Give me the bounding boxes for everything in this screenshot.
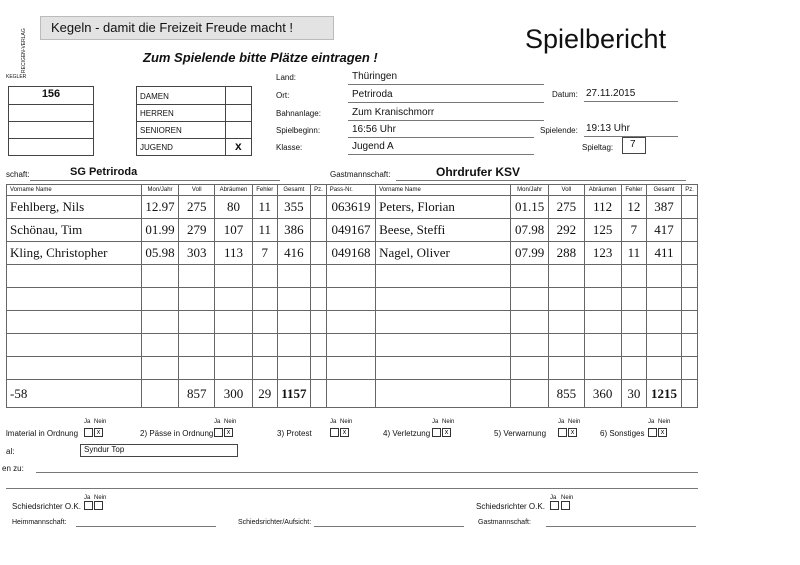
home-cell bbox=[179, 334, 215, 357]
home-cell bbox=[277, 265, 310, 288]
table-row bbox=[7, 242, 698, 265]
totals-row bbox=[7, 380, 698, 408]
header-cell: Pass-Nr. bbox=[326, 185, 375, 196]
guest-cell bbox=[646, 357, 681, 380]
home-cell: 303 bbox=[179, 242, 215, 265]
home-cell bbox=[311, 265, 327, 288]
sr-right-ja-box[interactable] bbox=[550, 501, 559, 510]
home-total-cell: 1157 bbox=[277, 380, 310, 408]
report-number: 156 bbox=[41, 88, 61, 100]
guest-cell: 288 bbox=[549, 242, 584, 265]
home-cell bbox=[215, 265, 252, 288]
table-row bbox=[7, 265, 698, 288]
check-nein-box[interactable]: x bbox=[340, 428, 349, 437]
guest-cell: 049168 bbox=[326, 242, 375, 265]
home-cell bbox=[277, 357, 310, 380]
header-cell: Voll bbox=[179, 185, 215, 196]
guest-total-cell bbox=[326, 380, 375, 408]
category-senioren: SENIOREN bbox=[140, 126, 182, 135]
check-ja-caption: Ja bbox=[432, 419, 439, 425]
table-row bbox=[7, 334, 698, 357]
guest-cell bbox=[326, 311, 375, 334]
home-total-cell bbox=[141, 380, 178, 408]
guest-cell bbox=[621, 334, 646, 357]
header-cell: Vorname Name bbox=[376, 185, 511, 196]
home-cell: 355 bbox=[277, 196, 310, 219]
sr-right-nein: Nein bbox=[561, 495, 574, 501]
side-text: RECIGEN-VERLAG bbox=[21, 28, 27, 73]
guest-cell bbox=[326, 334, 375, 357]
header-cell: Gesamt bbox=[277, 185, 310, 196]
guest-cell bbox=[549, 265, 584, 288]
home-total-cell: 857 bbox=[179, 380, 215, 408]
home-cell: Schönau, Tim bbox=[7, 219, 142, 242]
guest-cell bbox=[646, 311, 681, 334]
instruction: Zum Spielende bitte Plätze eintragen ! bbox=[143, 50, 378, 65]
check-nein-caption: Nein bbox=[340, 419, 353, 425]
sr-left-ja: Ja bbox=[84, 495, 91, 501]
guest-cell: 07.99 bbox=[511, 242, 549, 265]
guest-cell bbox=[682, 265, 698, 288]
home-team-name: SG Petriroda bbox=[70, 166, 138, 178]
home-total-cell bbox=[311, 380, 327, 408]
al-label: al: bbox=[6, 447, 15, 456]
header-cell: Abräumen bbox=[215, 185, 252, 196]
guest-total-cell: 855 bbox=[549, 380, 584, 408]
guest-cell bbox=[511, 265, 549, 288]
check-nein-caption: Nein bbox=[442, 419, 455, 425]
spieltag-label: Spieltag: bbox=[582, 143, 614, 152]
home-cell: 11 bbox=[252, 196, 277, 219]
home-cell: 11 bbox=[252, 219, 277, 242]
home-cell: 12.97 bbox=[141, 196, 178, 219]
home-cell bbox=[7, 357, 142, 380]
check-nein-box[interactable]: x bbox=[224, 428, 233, 437]
home-total-cell: -58 bbox=[7, 380, 142, 408]
table-header-row bbox=[7, 185, 698, 196]
home-cell bbox=[215, 288, 252, 311]
guest-cell: Beese, Steffi bbox=[376, 219, 511, 242]
side-vertical-text bbox=[21, 13, 27, 73]
guest-cell bbox=[682, 357, 698, 380]
guest-cell bbox=[646, 265, 681, 288]
guest-cell: 7 bbox=[621, 219, 646, 242]
home-cell bbox=[252, 265, 277, 288]
home-cell bbox=[311, 242, 327, 265]
guest-cell: Nagel, Oliver bbox=[376, 242, 511, 265]
check-label: 3) Protest bbox=[277, 429, 312, 438]
guest-cell bbox=[549, 311, 584, 334]
check-nein-caption: Nein bbox=[94, 419, 107, 425]
header-cell: Abräumen bbox=[584, 185, 621, 196]
sr-right-ja: Ja bbox=[550, 495, 557, 501]
ende-value: 19:13 Uhr bbox=[586, 123, 630, 134]
home-cell bbox=[277, 311, 310, 334]
guest-total-cell bbox=[376, 380, 511, 408]
land-label: Land: bbox=[276, 73, 297, 82]
guest-cell bbox=[549, 288, 584, 311]
category-jugend: JUGEND bbox=[140, 143, 173, 152]
guest-cell: 049167 bbox=[326, 219, 375, 242]
guest-cell bbox=[376, 334, 511, 357]
guest-cell bbox=[376, 357, 511, 380]
guest-total-cell bbox=[511, 380, 549, 408]
check-ja-caption: Ja bbox=[558, 419, 565, 425]
category-jugend-mark: x bbox=[235, 139, 242, 153]
guest-cell bbox=[584, 311, 621, 334]
home-cell bbox=[252, 357, 277, 380]
sr-left-nein: Nein bbox=[94, 495, 107, 501]
home-cell bbox=[311, 196, 327, 219]
sr-left-nein-box[interactable] bbox=[94, 501, 103, 510]
header-cell: Vorname Name bbox=[7, 185, 142, 196]
guest-total-cell: 30 bbox=[621, 380, 646, 408]
home-total-cell: 29 bbox=[252, 380, 277, 408]
home-cell bbox=[311, 357, 327, 380]
home-cell bbox=[141, 334, 178, 357]
guest-cell bbox=[376, 288, 511, 311]
home-cell bbox=[252, 288, 277, 311]
datum-label: Datum: bbox=[552, 90, 578, 99]
home-cell: 80 bbox=[215, 196, 252, 219]
guest-total-cell bbox=[682, 380, 698, 408]
guest-cell bbox=[621, 311, 646, 334]
home-cell bbox=[7, 265, 142, 288]
guest-cell bbox=[511, 357, 549, 380]
guest-total-cell: 1215 bbox=[646, 380, 681, 408]
guest-cell bbox=[584, 265, 621, 288]
header-cell: Pz. bbox=[311, 185, 327, 196]
header-cell: Fehler bbox=[252, 185, 277, 196]
check-label: 4) Verletzung bbox=[383, 429, 431, 438]
table-row bbox=[7, 219, 698, 242]
guest-cell: 417 bbox=[646, 219, 681, 242]
home-cell: 275 bbox=[179, 196, 215, 219]
home-cell bbox=[215, 357, 252, 380]
guest-cell bbox=[682, 219, 698, 242]
players-table-body bbox=[7, 185, 698, 408]
check-nein-box[interactable]: x bbox=[568, 428, 577, 437]
guest-cell: Peters, Florian bbox=[376, 196, 511, 219]
home-cell bbox=[252, 334, 277, 357]
ende-label: Spielende: bbox=[540, 126, 578, 135]
players-table bbox=[6, 184, 698, 408]
header-cell: Mon/Jahr bbox=[141, 185, 178, 196]
home-cell bbox=[179, 311, 215, 334]
guest-cell: 01.15 bbox=[511, 196, 549, 219]
header-cell: Mon/Jahr bbox=[511, 185, 549, 196]
check-label: 6) Sonstiges bbox=[600, 429, 645, 438]
guest-cell bbox=[549, 334, 584, 357]
guest-cell: 07.98 bbox=[511, 219, 549, 242]
home-cell bbox=[311, 334, 327, 357]
check-label: 2) Pässe in Ordnung bbox=[140, 429, 214, 438]
category-box bbox=[136, 86, 252, 156]
home-cell: Kling, Christopher bbox=[7, 242, 142, 265]
category-damen: DAMEN bbox=[140, 92, 169, 101]
home-cell bbox=[277, 288, 310, 311]
side-vertical-text-2: KEGLER bbox=[6, 74, 27, 80]
spieltag-box bbox=[622, 137, 646, 154]
category-herren: HERREN bbox=[140, 109, 174, 118]
page-title: Spielbericht bbox=[525, 24, 667, 54]
sr-right-nein-box[interactable] bbox=[561, 501, 570, 510]
guest-cell bbox=[511, 288, 549, 311]
home-cell bbox=[311, 311, 327, 334]
table-row bbox=[7, 357, 698, 380]
home-cell: 01.99 bbox=[141, 219, 178, 242]
guest-total-cell: 360 bbox=[584, 380, 621, 408]
check-ja-box[interactable] bbox=[84, 428, 93, 437]
home-cell: 279 bbox=[179, 219, 215, 242]
al-field bbox=[80, 444, 238, 457]
home-cell bbox=[179, 288, 215, 311]
number-box bbox=[8, 86, 94, 156]
check-ja-caption: Ja bbox=[84, 419, 91, 425]
beginn-label: Spielbeginn: bbox=[276, 126, 321, 135]
home-cell bbox=[277, 334, 310, 357]
guest-cell bbox=[584, 334, 621, 357]
guest-cell bbox=[584, 357, 621, 380]
home-cell bbox=[7, 334, 142, 357]
guest-cell bbox=[511, 334, 549, 357]
check-label: 5) Verwarnung bbox=[494, 429, 547, 438]
home-cell bbox=[141, 265, 178, 288]
al-value: Syndur Top bbox=[84, 445, 125, 454]
home-cell bbox=[7, 288, 142, 311]
guest-cell: 411 bbox=[646, 242, 681, 265]
sr-right-label: Schiedsrichter O.K. bbox=[476, 502, 545, 511]
home-cell bbox=[141, 311, 178, 334]
table-row bbox=[7, 311, 698, 334]
guest-cell: 112 bbox=[584, 196, 621, 219]
klasse-label: Klasse: bbox=[276, 143, 303, 152]
guest-cell bbox=[621, 288, 646, 311]
slogan-banner bbox=[40, 16, 334, 40]
header-cell: Voll bbox=[549, 185, 584, 196]
header-cell: Gesamt bbox=[646, 185, 681, 196]
header-cell: Fehler bbox=[621, 185, 646, 196]
guest-cell: 387 bbox=[646, 196, 681, 219]
guest-cell bbox=[326, 357, 375, 380]
check-label: lmaterial in Ordnung bbox=[6, 429, 79, 438]
home-cell bbox=[179, 357, 215, 380]
datum-value: 27.11.2015 bbox=[586, 88, 636, 99]
home-cell bbox=[311, 219, 327, 242]
table-row bbox=[7, 288, 698, 311]
guest-cell bbox=[621, 265, 646, 288]
home-cell: 05.98 bbox=[141, 242, 178, 265]
header-cell: Pz. bbox=[682, 185, 698, 196]
ort-value: Petriroda bbox=[352, 89, 393, 100]
guest-cell: 063619 bbox=[326, 196, 375, 219]
heim-label: Heimmannschaft: bbox=[12, 519, 67, 526]
home-team-label: schaft: bbox=[6, 170, 30, 179]
home-cell: Fehlberg, Nils bbox=[7, 196, 142, 219]
check-nein-caption: Nein bbox=[568, 419, 581, 425]
guest-cell: 11 bbox=[621, 242, 646, 265]
check-ja-box[interactable] bbox=[648, 428, 657, 437]
guest-cell bbox=[646, 334, 681, 357]
guest-cell: 12 bbox=[621, 196, 646, 219]
check-nein-box[interactable]: x bbox=[658, 428, 667, 437]
check-ja-caption: Ja bbox=[648, 419, 655, 425]
guest-cell bbox=[646, 288, 681, 311]
home-cell: 113 bbox=[215, 242, 252, 265]
home-total-cell: 300 bbox=[215, 380, 252, 408]
home-cell bbox=[215, 334, 252, 357]
check-ja-box[interactable] bbox=[558, 428, 567, 437]
home-cell: 107 bbox=[215, 219, 252, 242]
check-nein-caption: Nein bbox=[658, 419, 671, 425]
ort-label: Ort: bbox=[276, 91, 290, 100]
home-cell: 386 bbox=[277, 219, 310, 242]
guest-cell bbox=[584, 288, 621, 311]
home-cell bbox=[141, 288, 178, 311]
sr-aufsicht-label: Schiedsrichter/Aufsicht: bbox=[238, 519, 312, 526]
guest-cell bbox=[326, 288, 375, 311]
home-cell bbox=[7, 311, 142, 334]
bahn-label: Bahnanlage: bbox=[276, 109, 321, 118]
home-cell: 7 bbox=[252, 242, 277, 265]
guest-cell bbox=[549, 357, 584, 380]
guest-cell bbox=[682, 242, 698, 265]
bahn-value: Zum Kranischmorr bbox=[352, 107, 435, 118]
beginn-value: 16:56 Uhr bbox=[352, 124, 396, 135]
home-cell bbox=[311, 288, 327, 311]
home-cell: 416 bbox=[277, 242, 310, 265]
guest-cell: 275 bbox=[549, 196, 584, 219]
guest-cell: 292 bbox=[549, 219, 584, 242]
guest-cell: 123 bbox=[584, 242, 621, 265]
land-value: Thüringen bbox=[352, 71, 398, 82]
gast-label: Gastmannschaft: bbox=[478, 519, 531, 526]
guest-cell bbox=[682, 196, 698, 219]
slogan: Kegeln - damit die Freizeit Freude macht ! bbox=[51, 20, 294, 35]
check-ja-box[interactable] bbox=[330, 428, 339, 437]
guest-cell bbox=[621, 357, 646, 380]
zu-label: en zu: bbox=[2, 464, 24, 473]
check-nein-box[interactable]: x bbox=[442, 428, 451, 437]
check-ja-caption: Ja bbox=[330, 419, 337, 425]
check-ja-box[interactable] bbox=[432, 428, 441, 437]
guest-cell: 125 bbox=[584, 219, 621, 242]
sr-left-ja-box[interactable] bbox=[84, 501, 93, 510]
guest-cell bbox=[376, 311, 511, 334]
guest-cell bbox=[511, 311, 549, 334]
guest-cell bbox=[376, 265, 511, 288]
home-cell bbox=[141, 357, 178, 380]
check-nein-box[interactable]: x bbox=[94, 428, 103, 437]
guest-team-label: Gastmannschaft: bbox=[330, 170, 391, 179]
guest-cell bbox=[682, 288, 698, 311]
check-ja-caption: Ja bbox=[214, 419, 221, 425]
sr-left-label: Schiedsrichter O.K. bbox=[12, 502, 81, 511]
home-cell bbox=[215, 311, 252, 334]
guest-cell bbox=[326, 265, 375, 288]
check-ja-box[interactable] bbox=[214, 428, 223, 437]
table-row bbox=[7, 196, 698, 219]
check-nein-caption: Nein bbox=[224, 419, 237, 425]
guest-cell bbox=[682, 311, 698, 334]
guest-cell bbox=[682, 334, 698, 357]
spieltag-value: 7 bbox=[630, 139, 636, 150]
home-cell bbox=[252, 311, 277, 334]
klasse-value: Jugend A bbox=[352, 141, 394, 152]
guest-team-name: Ohrdrufer KSV bbox=[436, 165, 521, 179]
home-cell bbox=[179, 265, 215, 288]
